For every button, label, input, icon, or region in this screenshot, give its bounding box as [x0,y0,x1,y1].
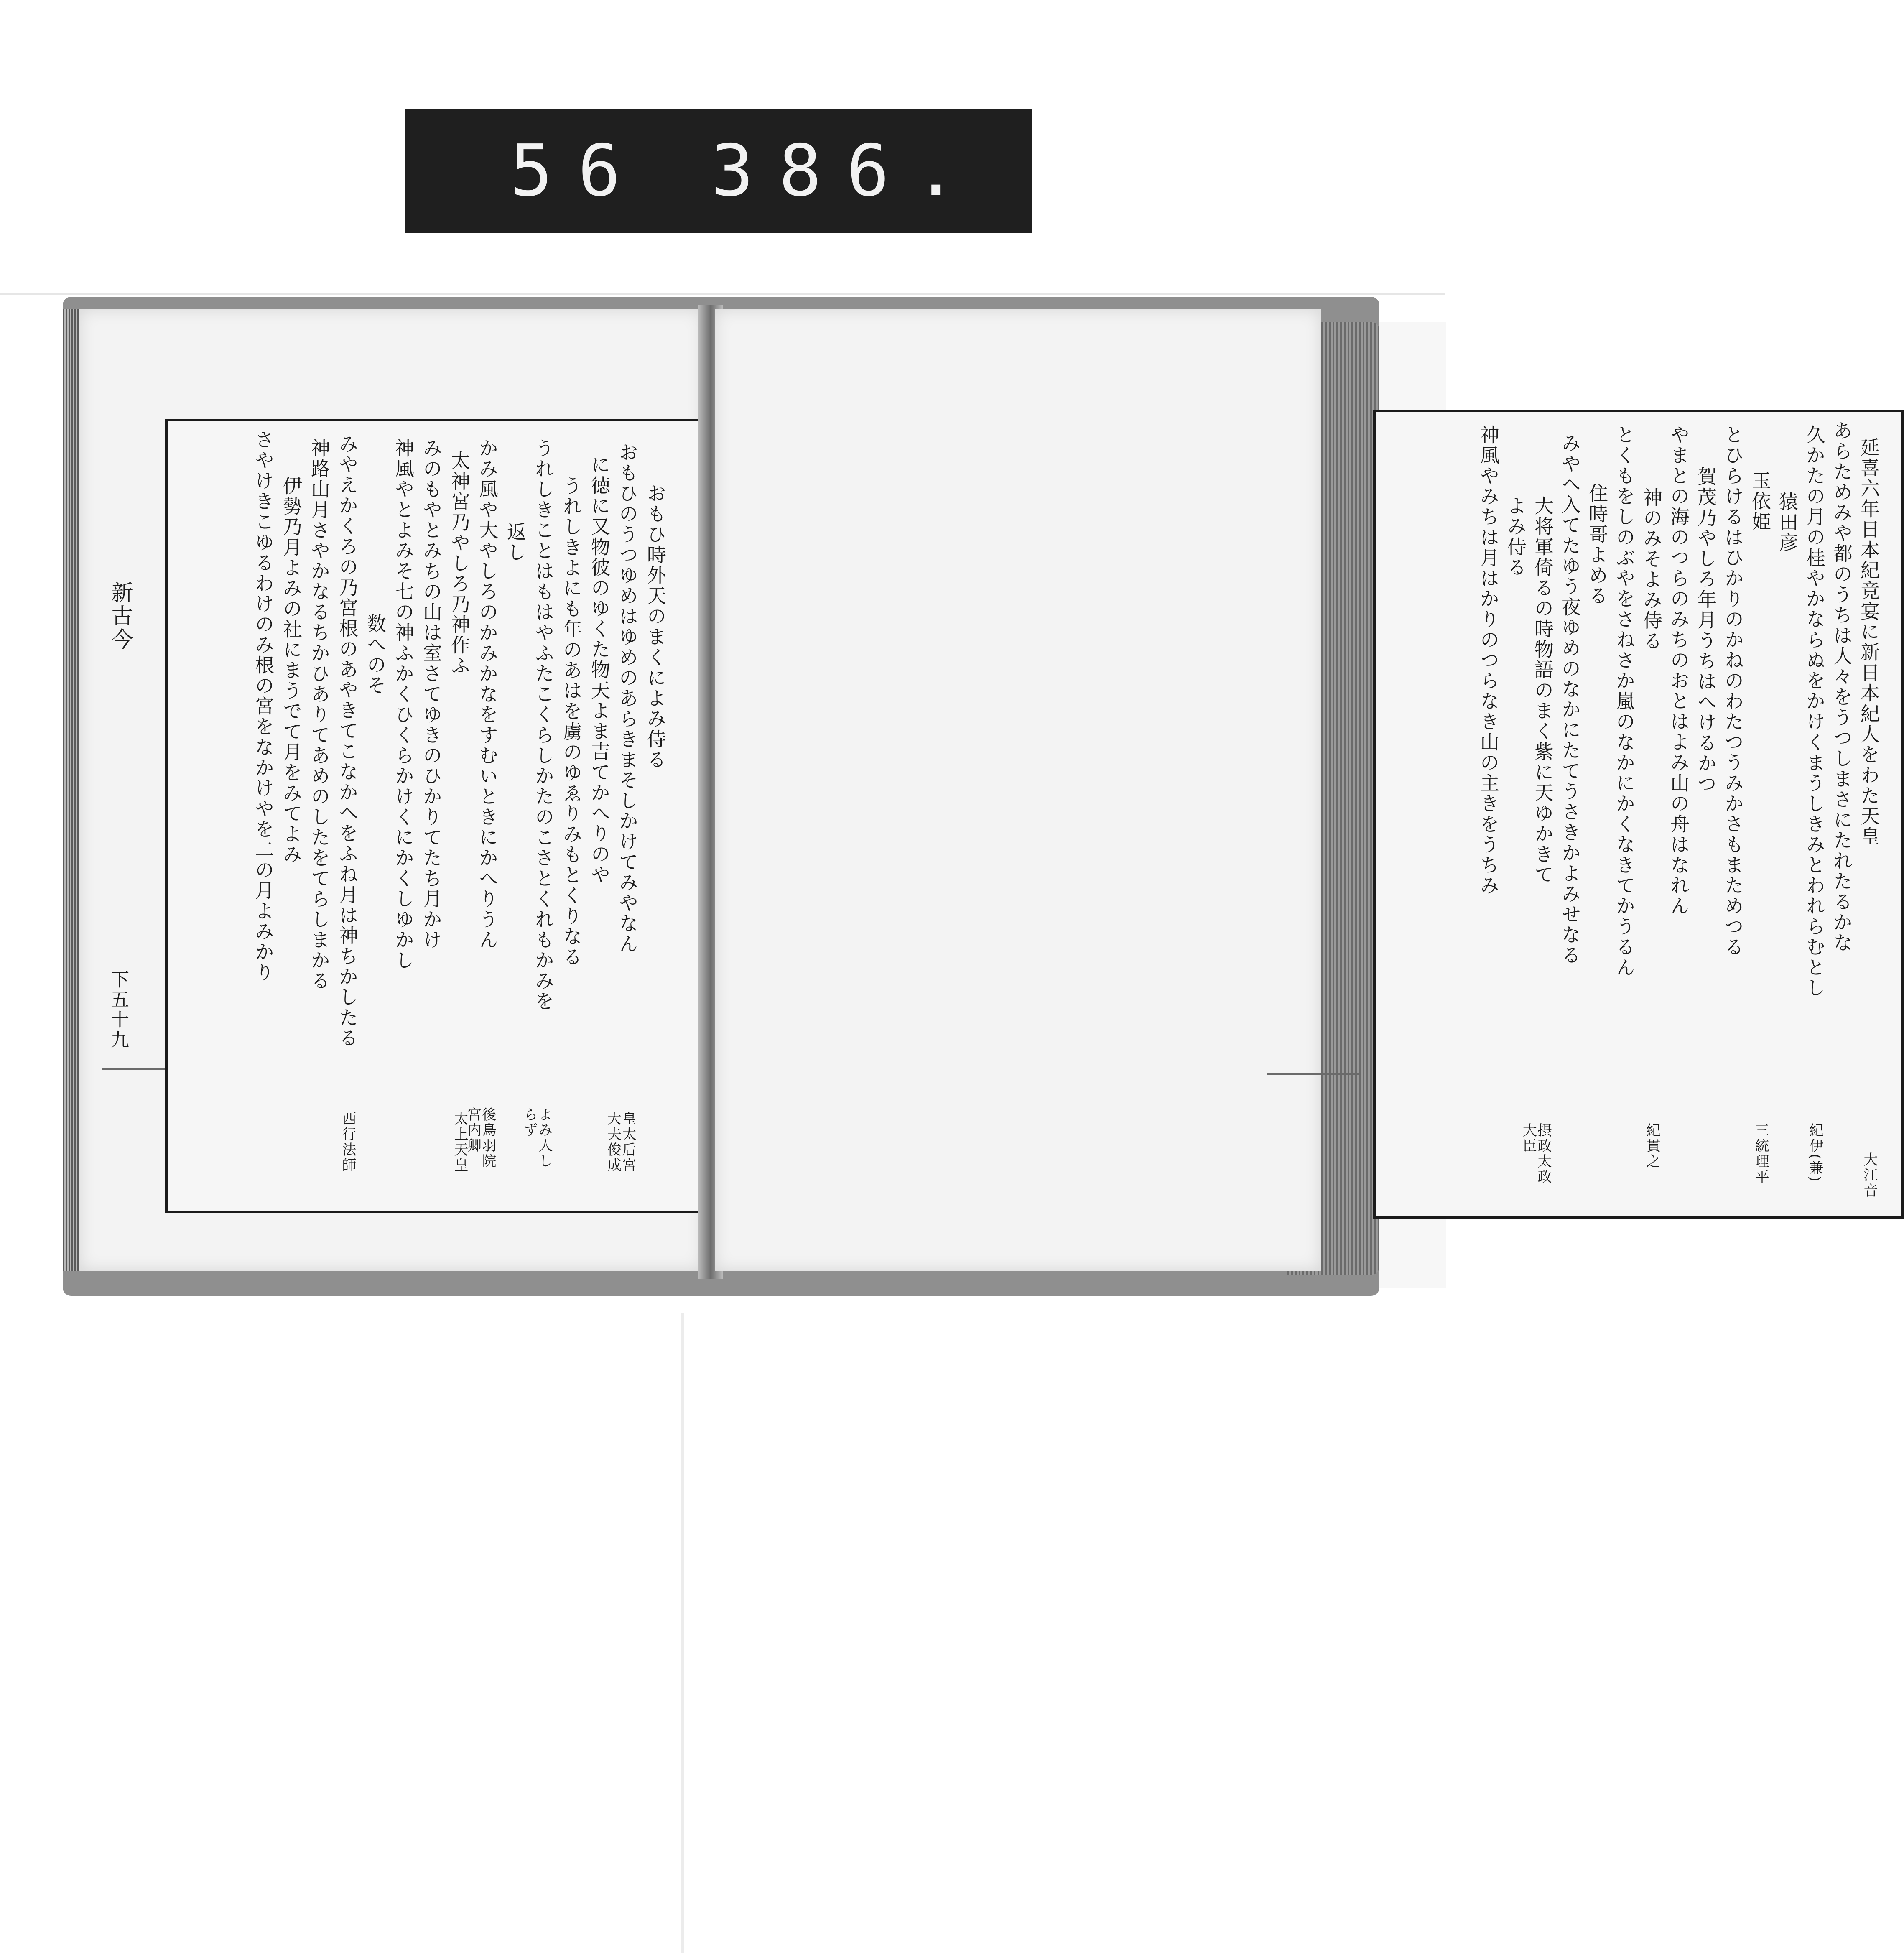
text-column: 猿田彦 [1776,492,1799,553]
scan-seam [681,1313,684,1953]
text-column: みのもやとみちの山は室さてゆきのひかりてたち月かけ [420,438,443,950]
text-column: 玉依姫 [1749,471,1771,532]
author-name: 西行法師 [339,1111,356,1173]
author-name: 紀貫之 [1644,1123,1660,1169]
author-name: 三統理平 [1752,1123,1769,1185]
text-column: 神のみそよみ侍る [1640,487,1663,651]
text-column: おもひ時外天のまくによみ侍る [644,483,667,770]
text-column: とひらけるはひかりのかねのわたつうみかさもまためつる [1722,425,1744,957]
text-column: 返し [504,522,527,563]
text-column: おもひのうつゆめはゆめのあらきまそしかけてみやなん [616,442,639,954]
text-column: 賀茂乃やしろ年月うちはへけるかつ [1695,467,1717,794]
author-name: 紀伊(兼) [1807,1123,1823,1183]
margin-title: 新古今 [107,581,133,651]
text-column: 神路山月さやかなるちかひありてあめのしたをてらしまかる [308,438,331,991]
text-column: 大将軍倚るの時物語のまく紫に天ゆかきて [1532,496,1554,885]
text-column: とくもをしのぶやをさねさか嵐のなかにかくなきてかうるん [1613,425,1636,978]
text-column: みやえかくろの乃宮根のあやきてこなかへをふね月は神ちかしたる [336,434,359,1048]
text-column: よみ侍る [1504,496,1527,578]
reel-number: 56 [510,130,646,212]
author-name: よみ人しらず [521,1107,553,1169]
reel-label [405,109,1032,233]
text-column: 住時哥よめる [1586,483,1608,606]
text-column: 数へのそ [364,614,387,696]
text-column: 神風やとよみそ七の神ふかくひくらかけくにかくしゆかし [392,438,415,971]
text-column: に徳に又物彼のゆくた物天よま吉てかへりのや [588,455,611,885]
left-text-frame [165,419,700,1213]
left-page [79,309,702,1271]
text-column: かみ風や大やしろのかみかなをすむいときにかへりうん [476,438,499,950]
scan-edge-top [0,293,1445,295]
frame-number: 386. [711,130,982,212]
text-column: みやへ入てたゆう夜ゆめのなかにたてうさきかよみせなる [1559,433,1581,966]
author-name: 太上天皇 [451,1111,468,1173]
right-page [715,309,1880,1271]
text-column: やまとの海のつらのみちのおとはよみ山の舟はなれん [1667,425,1690,916]
text-column: うれしきよにも年のあはを虜のゆゑりみもとくりなる [560,476,583,967]
text-column: あらためみや都のうちは人々をうつしまさにたれたるかな [1830,421,1853,953]
text-column: 神風やみちは月はかりのつらなき山の主きをうちみ [1477,425,1500,896]
text-column: 久かたの月の桂やかならぬをかけくまうしきみとわれらむとし [1803,425,1826,998]
text-column: 延喜六年日本紀竟宴に新日本紀人をわた天皇 [1858,437,1880,847]
author-name: 後鳥羽院宮内卿 [464,1107,496,1169]
text-column: 太神宮乃やしろ乃神作ふ [448,451,471,676]
author-name: 大江音 [1861,1152,1878,1198]
right-text-frame [1373,410,1904,1219]
margin-folio: 下五十九 [107,970,129,1050]
open-book [63,297,1880,1296]
binding-thread [1267,1073,1359,1075]
author-name: 摂政太政大臣 [1520,1123,1552,1185]
text-column: さやけきこゆるわけのみ根の宮をなかけやを二の月よみかり [252,430,275,983]
text-column: うれしきことはもはやふたこくらしかたのこさとくれもかみを [532,438,555,1012]
text-column: 伊勢乃月よみの社にまうでて月をみてよみ [280,476,303,865]
author-name: 皇太后宮大夫俊成 [604,1111,636,1173]
